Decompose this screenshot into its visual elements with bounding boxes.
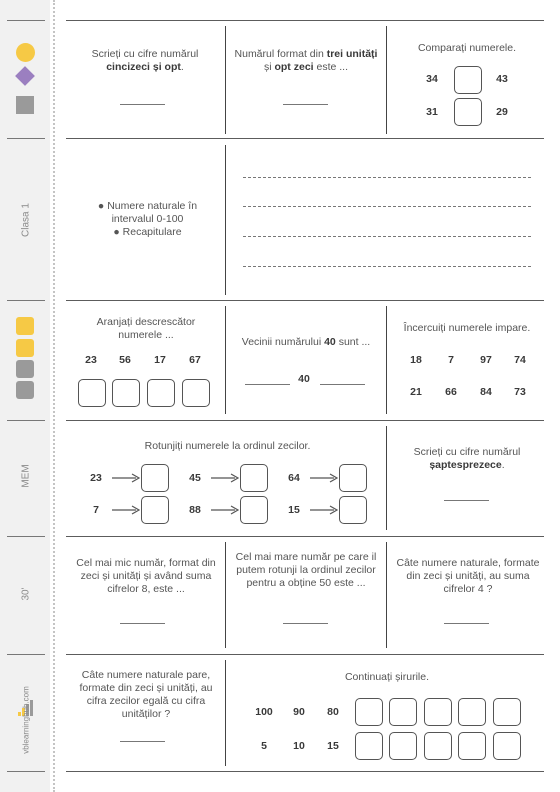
arrow-right-icon bbox=[112, 473, 140, 483]
compare-answer-box[interactable] bbox=[454, 98, 482, 126]
arrow-right-icon bbox=[112, 505, 140, 515]
gray-square-icon bbox=[16, 360, 34, 378]
sidebar-divider bbox=[7, 536, 45, 537]
arrow-right-icon bbox=[310, 473, 338, 483]
sort-answer-box[interactable] bbox=[112, 379, 140, 407]
arrow-right-icon bbox=[310, 505, 338, 515]
column-divider bbox=[225, 26, 226, 134]
exercise-round-title: Rotunjiți numerele la ordinul zecilor. bbox=[144, 440, 311, 452]
odd-candidate-number[interactable]: 18 bbox=[410, 354, 422, 366]
sort-answer-box[interactable] bbox=[182, 379, 210, 407]
writing-line[interactable] bbox=[243, 236, 531, 237]
sequence-number: 15 bbox=[327, 740, 339, 752]
dotted-separator bbox=[53, 0, 55, 792]
sort-answer-box[interactable] bbox=[147, 379, 175, 407]
exercise-largest-number: Cel mai mare număr pe care il putem rotunji la ordinul zecilor pentru a obține 50 este ... bbox=[235, 551, 377, 589]
odd-candidate-number[interactable]: 21 bbox=[410, 386, 422, 398]
sequence-number: 90 bbox=[293, 706, 305, 718]
exercise-write-seventeen: Scrieți cu cifre numărul șaptesprezece. bbox=[413, 446, 521, 471]
neighbor-center-number: 40 bbox=[298, 373, 310, 385]
sort-number: 17 bbox=[154, 354, 166, 366]
sidebar-time-label: 30' bbox=[20, 587, 32, 601]
column-divider bbox=[225, 306, 226, 414]
round-answer-box[interactable] bbox=[141, 464, 169, 492]
odd-candidate-number[interactable]: 97 bbox=[480, 354, 492, 366]
sequence-answer-box[interactable] bbox=[493, 698, 521, 726]
column-divider bbox=[386, 426, 387, 530]
sort-number: 56 bbox=[119, 354, 131, 366]
round-number: 15 bbox=[288, 504, 300, 516]
exercise-neighbors: Vecinii numărului 40 sunt ... bbox=[241, 336, 371, 348]
round-answer-box[interactable] bbox=[240, 464, 268, 492]
sequence-answer-box[interactable] bbox=[355, 698, 383, 726]
sequence-answer-box[interactable] bbox=[389, 698, 417, 726]
round-number: 7 bbox=[93, 504, 99, 516]
odd-candidate-number[interactable]: 7 bbox=[448, 354, 454, 366]
column-divider bbox=[386, 26, 387, 134]
sidebar-mem-label: MEM bbox=[20, 464, 32, 488]
sequence-number: 80 bbox=[327, 706, 339, 718]
yellow-square-icon bbox=[16, 339, 34, 357]
round-number: 64 bbox=[288, 472, 300, 484]
exercise-even-numbers: Câte numere naturale pare, formate din zeci și unități, au cifra zecilor egală cu cifra unităților ? bbox=[79, 669, 213, 720]
odd-candidate-number[interactable]: 73 bbox=[514, 386, 526, 398]
column-divider bbox=[225, 660, 226, 766]
exercise-sort-title: Aranjați descrescător numerele ... bbox=[96, 316, 196, 341]
row-divider bbox=[66, 138, 544, 139]
exercise-compare-title: Comparați numerele. bbox=[417, 42, 517, 54]
compare-number: 34 bbox=[426, 73, 438, 85]
bullet-icon: ● bbox=[97, 200, 105, 212]
topic-list bbox=[80, 200, 215, 239]
sort-number: 67 bbox=[189, 354, 201, 366]
column-divider bbox=[386, 542, 387, 648]
exercise-digit-sum: Câte numere naturale, formate din zeci și unități, au suma cifrelor 4 ? bbox=[396, 557, 540, 595]
round-number: 23 bbox=[90, 472, 102, 484]
sidebar-divider bbox=[7, 654, 45, 655]
sidebar-divider bbox=[7, 771, 45, 772]
round-answer-box[interactable] bbox=[339, 496, 367, 524]
compare-answer-box[interactable] bbox=[454, 66, 482, 94]
purple-diamond-icon bbox=[15, 66, 35, 86]
column-divider bbox=[386, 306, 387, 414]
answer-line[interactable] bbox=[120, 741, 165, 742]
exercise-write-number: Scrieți cu cifre numărul cincizeci și opt. bbox=[91, 48, 199, 73]
round-number: 88 bbox=[189, 504, 201, 516]
sequence-answer-box[interactable] bbox=[424, 732, 452, 760]
writing-line[interactable] bbox=[243, 206, 531, 207]
row-divider bbox=[66, 420, 544, 421]
compare-number: 31 bbox=[426, 106, 438, 118]
odd-candidate-number[interactable]: 66 bbox=[445, 386, 457, 398]
column-divider bbox=[225, 542, 226, 648]
sequence-answer-box[interactable] bbox=[493, 732, 521, 760]
exercise-sequences-title: Continuați șirurile. bbox=[344, 671, 430, 683]
exercise-number-format: Numărul format din trei unități și opt zeci este ... bbox=[234, 48, 378, 73]
odd-candidate-number[interactable]: 84 bbox=[480, 386, 492, 398]
answer-line[interactable] bbox=[120, 623, 165, 624]
sidebar bbox=[0, 0, 50, 792]
yellow-circle-icon bbox=[16, 43, 35, 62]
writing-line[interactable] bbox=[243, 177, 531, 178]
topic-item: Recapitulare bbox=[122, 226, 182, 238]
round-answer-box[interactable] bbox=[240, 496, 268, 524]
sidebar-grade-label: Clasa 1 bbox=[20, 203, 32, 237]
row-divider bbox=[66, 300, 544, 301]
answer-line[interactable] bbox=[120, 104, 165, 105]
sequence-answer-box[interactable] bbox=[458, 698, 486, 726]
sequence-answer-box[interactable] bbox=[355, 732, 383, 760]
sequence-number: 10 bbox=[293, 740, 305, 752]
sequence-answer-box[interactable] bbox=[424, 698, 452, 726]
arrow-right-icon bbox=[211, 473, 239, 483]
row-divider bbox=[66, 20, 544, 21]
sequence-number: 5 bbox=[261, 740, 267, 752]
sort-number: 23 bbox=[85, 354, 97, 366]
sort-answer-box[interactable] bbox=[78, 379, 106, 407]
gray-square-icon bbox=[16, 381, 34, 399]
sidebar-divider bbox=[7, 138, 45, 139]
sidebar-divider bbox=[7, 420, 45, 421]
sequence-answer-box[interactable] bbox=[458, 732, 486, 760]
bullet-icon: ● bbox=[113, 226, 120, 238]
answer-line[interactable] bbox=[283, 623, 328, 624]
exercise-odd-title: Încercuiți numerele impare. bbox=[403, 322, 531, 334]
yellow-square-icon bbox=[16, 317, 34, 335]
row-divider bbox=[66, 536, 544, 537]
round-number: 45 bbox=[189, 472, 201, 484]
sequence-number: 100 bbox=[255, 706, 273, 718]
sidebar-website-label: vblearninghub.com bbox=[21, 686, 31, 754]
row-divider bbox=[66, 771, 544, 772]
sidebar-divider bbox=[7, 20, 45, 21]
round-answer-box[interactable] bbox=[141, 496, 169, 524]
answer-line[interactable] bbox=[444, 500, 489, 501]
answer-line[interactable] bbox=[283, 104, 328, 105]
column-divider bbox=[225, 145, 226, 295]
arrow-right-icon bbox=[211, 505, 239, 515]
sequence-answer-box[interactable] bbox=[389, 732, 417, 760]
writing-line[interactable] bbox=[243, 266, 531, 267]
exercise-smallest-number: Cel mai mic număr, format din zeci și unități și având suma cifrelor 8, este ... bbox=[76, 557, 216, 595]
answer-line[interactable] bbox=[320, 384, 365, 385]
answer-line[interactable] bbox=[245, 384, 290, 385]
gray-square-icon bbox=[16, 96, 34, 114]
odd-candidate-number[interactable]: 74 bbox=[514, 354, 526, 366]
topic-item: Numere naturale în intervalul 0-100 bbox=[107, 200, 198, 225]
compare-number: 29 bbox=[496, 106, 508, 118]
row-divider bbox=[66, 654, 544, 655]
round-answer-box[interactable] bbox=[339, 464, 367, 492]
compare-number: 43 bbox=[496, 73, 508, 85]
sidebar-divider bbox=[7, 300, 45, 301]
answer-line[interactable] bbox=[444, 623, 489, 624]
